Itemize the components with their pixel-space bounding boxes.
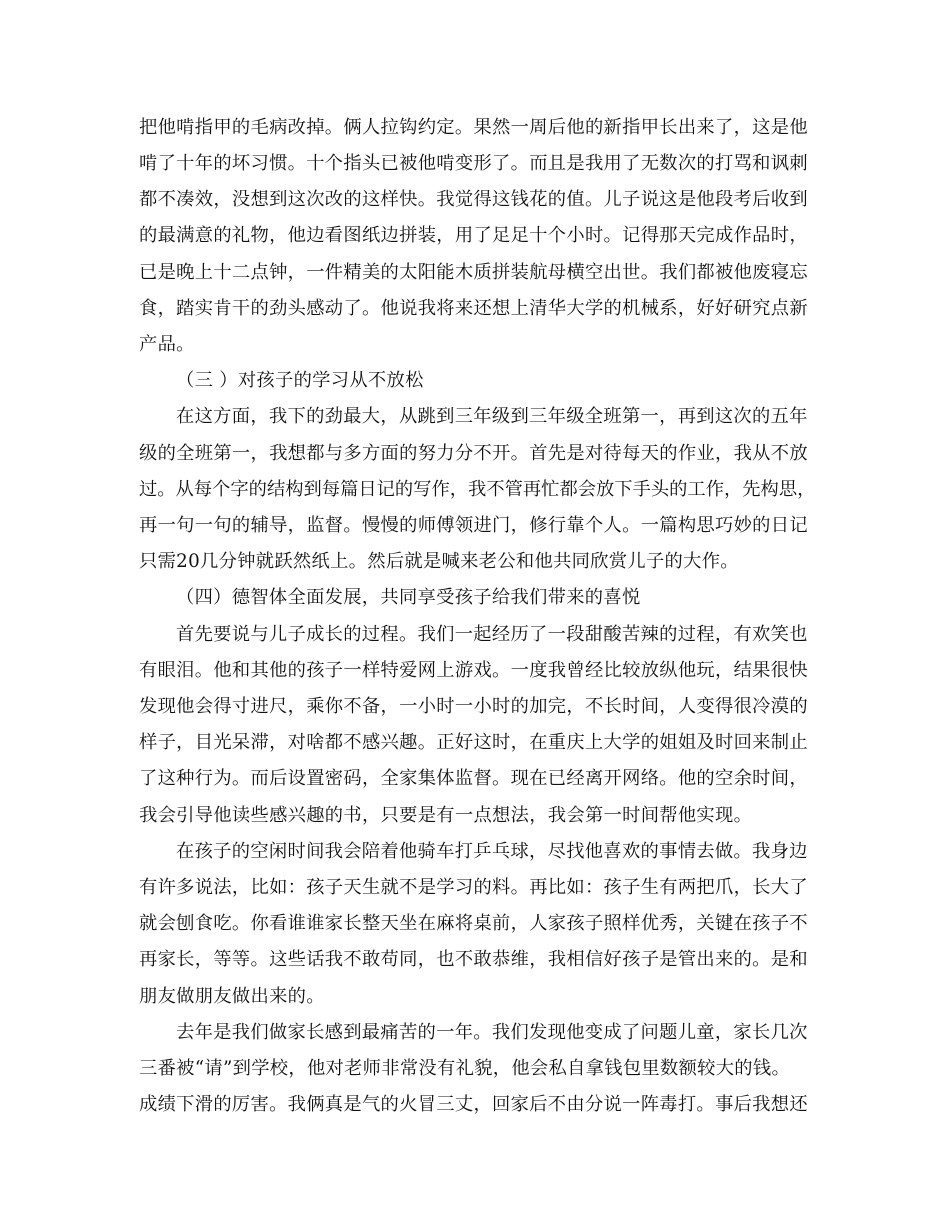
text-line: 啃了十年的坏习惯。十个指头已被他啃变形了。而且是我用了无数次的打骂和讽刺 bbox=[139, 153, 808, 174]
section-heading: （三 ）对孩子的学习从不放松 bbox=[176, 370, 424, 391]
text-line: 发现他会得寸进尺，乘你不备，一小时一小时的加完，不长时间，人变得很冷漠的 bbox=[139, 696, 808, 717]
text-line: 过。从每个字的结构到每篇日记的写作，我不管再忙都会放下手头的工作，先构思， bbox=[139, 479, 816, 500]
text-line: 的最满意的礼物，他边看图纸边拼装，用了足足十个小时。记得那天完成作品时， bbox=[139, 225, 808, 246]
text-line: 已是晚上十二点钟，一件精美的太阳能木质拼装航母横空出世。我们都被他废寝忘 bbox=[139, 262, 808, 283]
section-heading: （四）德智体全面发展，共同享受孩子给我们带来的喜悦 bbox=[176, 587, 641, 608]
text-line: 都不凑效，没想到这次改的这样快。我觉得这钱花的值。儿子说这是他段考后收到 bbox=[139, 189, 808, 210]
text-line: 只需20几分钟就跃然纸上。然后就是喊来老公和他共同欣赏儿子的大作。 bbox=[139, 551, 739, 572]
text-line: 有许多说法，比如：孩子天生就不是学习的料。再比如：孩子生有两把爪，长大了 bbox=[139, 877, 808, 898]
text-line: 成绩下滑的厉害。我俩真是气的火冒三丈，回家后不由分说一阵毒打。事后我想还 bbox=[139, 1094, 808, 1115]
text-line: 在孩子的空闲时间我会陪着他骑车打乒乓球，尽找他喜欢的事情去做。我身边 bbox=[176, 841, 808, 862]
text-line: 我会引导他读些感兴趣的书，只要是有一点想法，我会第一时间帮他实现。 bbox=[139, 805, 753, 826]
text-line: 首先要说与儿子成长的过程。我们一起经历了一段甜酸苦辣的过程，有欢笑也 bbox=[176, 624, 808, 645]
text-line: 在这方面，我下的劲最大，从跳到三年级到三年级全班第一，再到这次的五年 bbox=[176, 406, 808, 427]
text-line: 把他啃指甲的毛病改掉。俩人拉钩约定。果然一周后他的新指甲长出来了，这是他 bbox=[139, 117, 808, 138]
text-line: 级的全班第一，我想都与多方面的努力分不开。首先是对待每天的作业，我从不放 bbox=[139, 443, 808, 464]
text-line: 三番被“请”到学校，他对老师非常没有礼貌，他会私自拿钱包里数额较大的钱。 bbox=[139, 1058, 791, 1079]
text-line: 再一句一句的辅导，监督。慢慢的师傅领进门，修行靠个人。一篇构思巧妙的日记 bbox=[139, 515, 808, 536]
text-line: 食，踏实肯干的劲头感动了。他说我将来还想上清华大学的机械系，好好研究点新 bbox=[139, 298, 808, 319]
text-line: 再家长，等等。这些话我不敢苟同，也不敢恭维，我相信好孩子是管出来的。是和 bbox=[139, 949, 808, 970]
text-line: 有眼泪。他和其他的孩子一样特爱网上游戏。一度我曾经比较放纵他玩，结果很快 bbox=[139, 660, 808, 681]
text-line: 去年是我们做家长感到最痛苦的一年。我们发现他变成了问题儿童，家长几次 bbox=[176, 1022, 808, 1043]
text-line: 样子，目光呆滞，对啥都不感兴趣。正好这时，在重庆上大学的姐姐及时回来制止 bbox=[139, 732, 808, 753]
text-line: 朋友做朋友做出来的。 bbox=[139, 986, 325, 1007]
text-line: 产品。 bbox=[139, 334, 195, 355]
text-line: 就会刨食吃。你看谁谁家长整天坐在麻将桌前，人家孩子照样优秀，关键在孩子不 bbox=[139, 913, 808, 934]
text-line: 了这种行为。而后设置密码，全家集体监督。现在已经离开网络。他的空余时间， bbox=[139, 768, 808, 789]
